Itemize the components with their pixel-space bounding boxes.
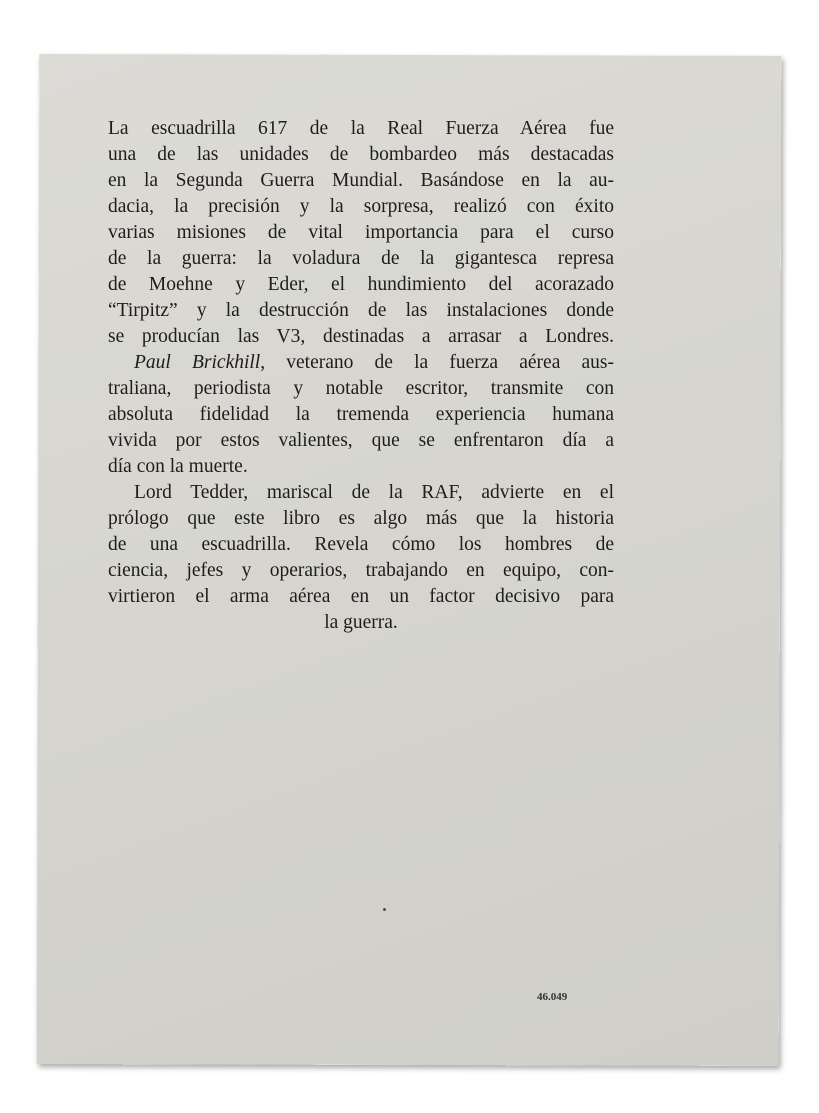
blurb-line: se producían las V3, destinadas a arrasar a Londres. bbox=[108, 326, 614, 347]
blurb-line: en la Segunda Guerra Mundial. Basándose en la au- bbox=[108, 170, 614, 191]
blurb-line: virtieron el arma aérea en un factor decisivo para bbox=[108, 586, 614, 607]
blurb-line: de una escuadrilla. Revela cómo los hombres de bbox=[108, 534, 614, 555]
blurb-line: la guerra. bbox=[324, 612, 398, 633]
blurb-line: dacia, la precisión y la sorpresa, realizó con éxito bbox=[108, 196, 614, 217]
author-name: Paul Brickhill bbox=[134, 352, 261, 373]
blurb-line: de Moehne y Eder, el hundimiento del acorazado bbox=[108, 274, 614, 295]
paper-speck bbox=[383, 908, 386, 911]
blurb-line: prólogo que este libro es algo más que la historia bbox=[108, 508, 614, 529]
blurb-text bbox=[108, 116, 614, 636]
blurb-line: de la guerra: la voladura de la gigantesca represa bbox=[108, 248, 614, 269]
blurb-line: una de las unidades de bombardeo más destacadas bbox=[108, 144, 614, 165]
blurb-line-rest: , veterano de la fuerza aérea aus- bbox=[260, 352, 614, 373]
blurb-line: “Tirpitz” y la destrucción de las instalaciones donde bbox=[108, 300, 614, 321]
blurb-line: ciencia, jefes y operarios, trabajando en equipo, con- bbox=[108, 560, 614, 581]
blurb-line bbox=[108, 350, 614, 376]
blurb-line: La escuadrilla 617 de la Real Fuerza Aérea fue bbox=[108, 118, 614, 139]
blurb-line: día con la muerte. bbox=[108, 456, 248, 477]
blurb-line: absoluta fidelidad la tremenda experiencia humana bbox=[108, 404, 614, 425]
blurb-line: varias misiones de vital importancia para el curso bbox=[108, 222, 614, 243]
blurb-line: vivida por estos valientes, que se enfrentaron día a bbox=[108, 430, 614, 451]
blurb-line: Lord Tedder, mariscal de la RAF, advierte en el bbox=[134, 482, 614, 503]
catalog-number: 46.049 bbox=[537, 991, 568, 1003]
blurb-line: traliana, periodista y notable escritor, transmite con bbox=[108, 378, 614, 399]
